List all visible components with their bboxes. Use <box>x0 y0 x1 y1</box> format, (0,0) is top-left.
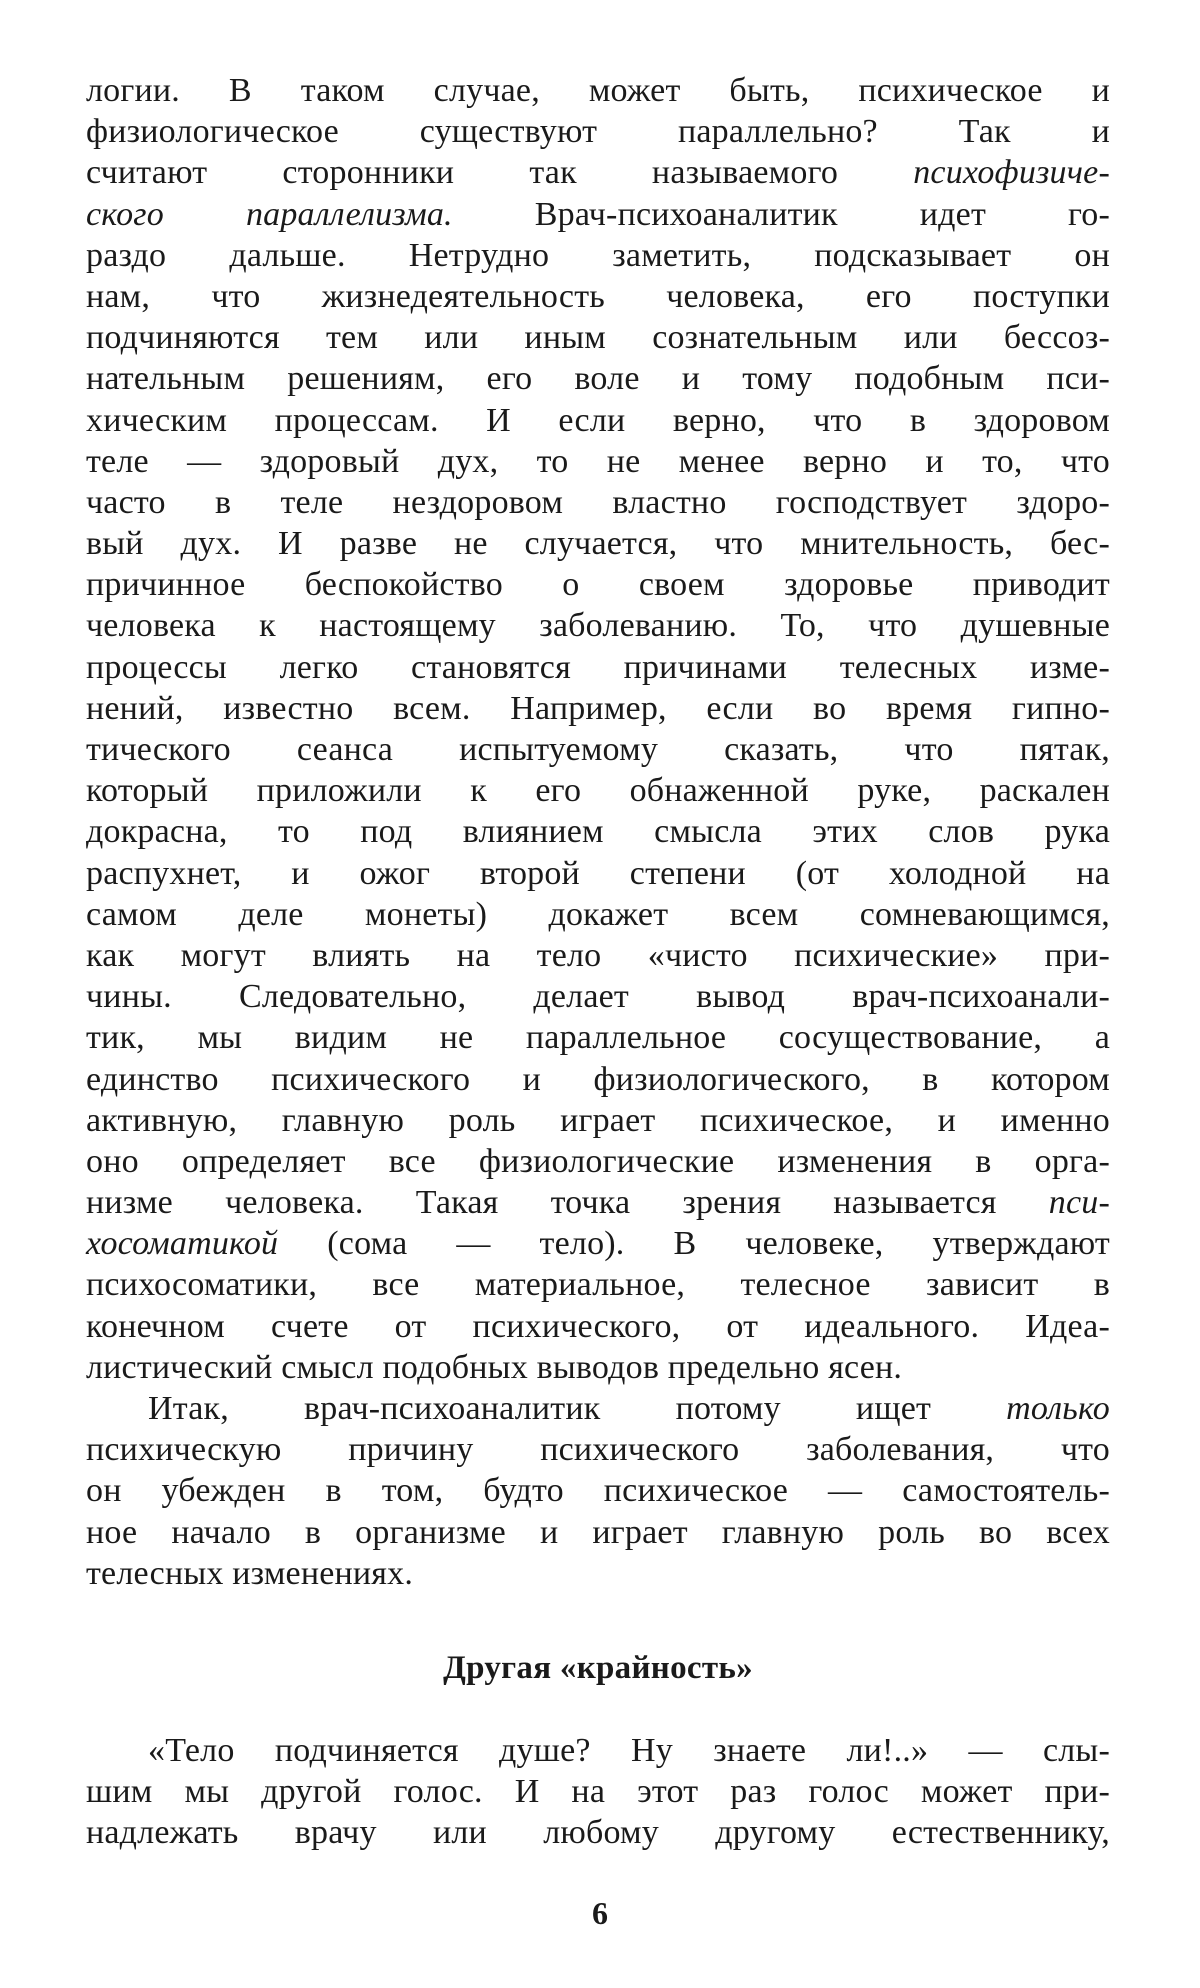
text-line: телесных изменениях. <box>86 1554 414 1592</box>
italic-term: хосоматикой <box>86 1225 279 1263</box>
paragraph <box>86 1730 1110 1854</box>
italic-term: пси- <box>1048 1184 1110 1222</box>
italic-term: только <box>1006 1390 1110 1427</box>
text-line: активную, главную роль играет психическое, и именно <box>86 1101 1110 1139</box>
text-line: процессы легко становятся причинами телесных изме- <box>86 648 1110 686</box>
text-line: конечном счете от психического, от идеального. Идеа- <box>86 1307 1110 1345</box>
text-line <box>86 194 1110 235</box>
text-line: хическим процессам. И если верно, что в здоровом <box>86 401 1110 439</box>
text-line: единство психического и физиологического, в котором <box>86 1060 1110 1098</box>
text-line: ное начало в организме и играет главную роль во всех <box>86 1513 1110 1551</box>
text-run: низме человека. Такая точка зрения называется <box>86 1184 1049 1222</box>
text-line: часто в теле нездоровом властно господствует здоро- <box>86 483 1110 521</box>
text-line: он убежден в том, будто психическое — самостоятель- <box>86 1472 1110 1510</box>
text-line: физиологическое существуют параллельно? Так и <box>86 113 1110 151</box>
page-number: 6 <box>592 1895 608 1931</box>
paragraph <box>86 1388 1110 1594</box>
text-line: тик, мы видим не параллельное сосуществование, а <box>86 1019 1110 1057</box>
text-line <box>86 152 1110 193</box>
text-line: который приложили к его обнаженной руке, раскален <box>86 772 1110 810</box>
text-line: докрасна, то под влиянием смысла этих слов рука <box>86 813 1110 851</box>
text-line: тического сеанса испытуемому сказать, что пятак, <box>86 731 1110 768</box>
text-line: подчиняются тем или иным сознательным или бессоз- <box>86 319 1110 357</box>
text-line: психическую причину психического заболевания, что <box>86 1431 1110 1469</box>
text-line: человека к настоящему заболеванию. То, что душевные <box>86 607 1110 645</box>
text-line: листический смысл подобных выводов предельно ясен. <box>86 1348 903 1386</box>
text-line: оно определяет все физиологические изменения в орга- <box>86 1142 1110 1180</box>
text-line: раздо дальше. Нетрудно заметить, подсказывает он <box>86 236 1110 274</box>
text-line <box>86 1182 1110 1223</box>
text-run: Врач-психоаналитик идет го- <box>452 195 1111 233</box>
italic-term: психофизиче- <box>913 154 1110 192</box>
text-line: психосоматики, все материальное, телесное зависит в <box>86 1266 1110 1304</box>
text-line <box>86 1388 1110 1429</box>
text-line <box>86 1223 1110 1264</box>
text-line: распухнет, и ожог второй степени (от холодной на <box>86 854 1110 892</box>
text-line: вый дух. И разве не случается, что мнительность, бес- <box>86 525 1110 563</box>
text-run: (сома — тело). В человеке, утверждают <box>278 1225 1110 1263</box>
text-line: нений, известно всем. Например, если во время гипно- <box>86 689 1110 727</box>
text-line: надлежать врачу или любому другому естественнику, <box>86 1814 1110 1852</box>
text-line: чины. Следовательно, делает вывод врач-психоанали- <box>86 978 1110 1016</box>
text-line: самом деле монеты) докажет всем сомневающимся, <box>86 895 1110 933</box>
text-run: Итак, врач-психоаналитик потому ищет <box>148 1390 1007 1427</box>
text-line: шим мы другой голос. И на этот раз голос может при- <box>86 1773 1110 1811</box>
text-line: причинное беспокойство о своем здоровье приводит <box>86 566 1110 604</box>
page-body <box>86 70 1110 1854</box>
text-line: логии. В таком случае, может быть, психическое и <box>86 72 1110 109</box>
text-run: считают сторонники так называемого <box>86 154 914 192</box>
italic-term: ского параллелизма. <box>86 195 453 233</box>
text-line: «Тело подчиняется душе? Ну знаете ли!..» — слы- <box>148 1731 1110 1769</box>
paragraph <box>86 70 1110 1388</box>
section-heading: Другая «крайность» <box>443 1649 753 1686</box>
text-line: нам, что жизнедеятельность человека, его поступки <box>86 277 1110 315</box>
text-line: нательным решениям, его воле и тому подобным пси- <box>86 360 1110 398</box>
text-line: как могут влиять на тело «чисто психические» при- <box>86 936 1110 974</box>
text-line: теле — здоровый дух, то не менее верно и то, что <box>86 442 1110 480</box>
